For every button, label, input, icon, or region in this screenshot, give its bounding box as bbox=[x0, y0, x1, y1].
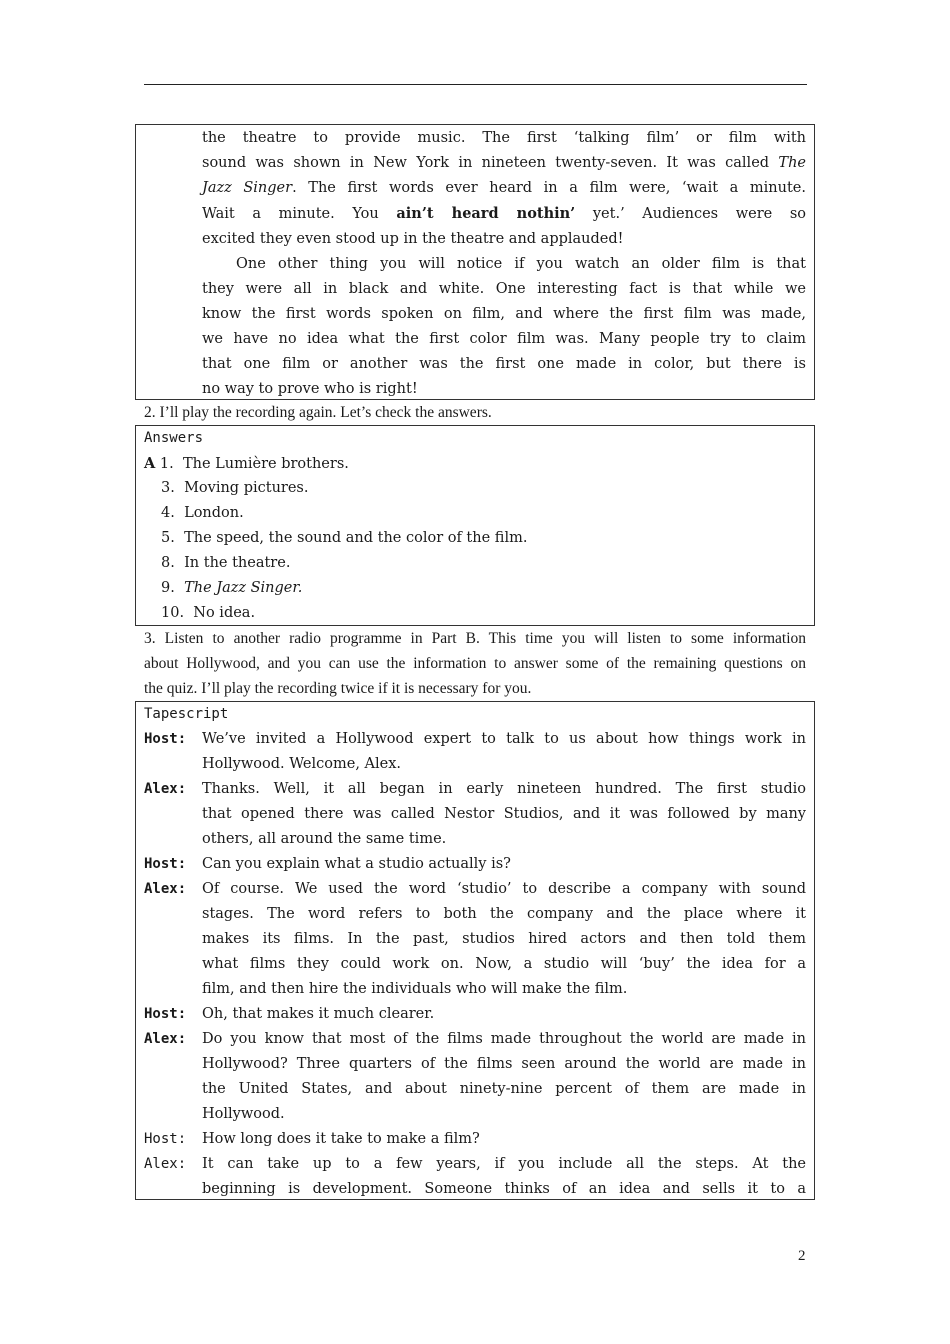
passage-line: they were all in black and white. One interesting fact is that while we bbox=[202, 281, 806, 297]
tapescript-heading: Tapescript bbox=[144, 706, 229, 722]
passage-line: One other thing you will notice if you watch an older film is that bbox=[236, 256, 806, 272]
dialogue-turn: Alex: Thanks. Well, it all began in early nineteen hundred. The first studio that opened there was called Nestor Studios, and it was followed by many others, all around the same time. bbox=[136, 777, 814, 852]
answer-item: 8. In the theatre. bbox=[161, 555, 291, 571]
dialogue-turn: Host: We’ve invited a Hollywood expert to talk to us about how things work in Hollywood. Welcome, Alex. bbox=[136, 727, 814, 777]
speaker-label: Alex: bbox=[144, 881, 187, 897]
passage-line: that one film or another was the first one made in color, but there is bbox=[202, 356, 806, 372]
answer-item: 4. London. bbox=[161, 505, 244, 521]
dialogue-turn: Alex: Do you know that most of the films made throughout the world are made in Hollywood? Three quarters of the films seen around the world are made in the United States, and about ninety-nine percent of them are made in Hollywood. bbox=[136, 1027, 814, 1127]
answer-item: 9. The Jazz Singer. bbox=[161, 580, 303, 596]
speaker-label: Alex: bbox=[144, 781, 187, 797]
header-rule bbox=[144, 84, 807, 85]
answers-box bbox=[135, 425, 815, 626]
answer-item: 3. Moving pictures. bbox=[161, 480, 309, 496]
dialogue-turn: Host: Oh, that makes it much clearer. bbox=[136, 1002, 814, 1027]
speaker-label: Host: bbox=[144, 731, 187, 747]
step-2-instruction: 2. I’ll play the recording again. Let’s check the answers. bbox=[144, 404, 492, 421]
bold-quote: ain’t heard nothin’ bbox=[396, 205, 576, 222]
passage-line: no way to prove who is right! bbox=[202, 381, 418, 397]
film-title: Jazz Singer bbox=[202, 180, 293, 196]
passage-paragraph-2 bbox=[136, 252, 814, 402]
passage-line: excited they even stood up in the theatre and applauded! bbox=[202, 231, 624, 247]
step-3-instruction: 3. Listen to another radio programme in Part B. This time you will listen to some information about Hollywood, and you can use the information to answer some of the remaining questions on the quiz. I’ll play the recording twice if it is necessary for you. bbox=[144, 630, 806, 697]
dialogue-turn: Alex: It can take up to a few years, if you include all the steps. At the beginning is development. Someone thinks of an idea and sells it to a bbox=[136, 1152, 814, 1202]
passage-box bbox=[135, 124, 815, 400]
answers-heading: Answers bbox=[144, 430, 204, 446]
answer-item: 5. The speed, the sound and the color of the film. bbox=[161, 530, 528, 546]
section-label: A bbox=[144, 455, 156, 472]
dialogue-turn: Host: Can you explain what a studio actually is? bbox=[136, 852, 814, 877]
film-title: The bbox=[778, 155, 806, 171]
tapescript-box bbox=[135, 701, 815, 1200]
passage-line: Wait a minute. You ain’t heard nothin’ yet.’ Audiences were so bbox=[202, 205, 807, 222]
passage-line: we have no idea what the first color film was. Many people try to claim bbox=[202, 331, 806, 347]
dialogue-turn: Alex: Of course. We used the word ‘studio’ to describe a company with sound stages. The word refers to both the company and the place where it makes its films. In the past, studios hired actors and then told them what films they could work on. Now, a studio will ‘buy’ the idea for a film, and then hire the individuals who will make the film. bbox=[136, 877, 814, 1002]
answer-item: 10. No idea. bbox=[161, 605, 256, 621]
passage-paragraph-1 bbox=[136, 126, 814, 252]
answer-item: A 1. The Lumière brothers. bbox=[144, 455, 349, 472]
page-number: 2 bbox=[798, 1248, 806, 1264]
passage-line: the theatre to provide music. The first ‘talking film’ or film with bbox=[202, 130, 806, 146]
speaker-label: Host: bbox=[144, 856, 187, 872]
speaker-label: Host: bbox=[144, 1006, 187, 1022]
speaker-label: Host: bbox=[144, 1131, 187, 1147]
speaker-label: Alex: bbox=[144, 1156, 187, 1172]
passage-line: sound was shown in New York in nineteen twenty-seven. It was called The bbox=[202, 155, 806, 171]
speaker-label: Alex: bbox=[144, 1031, 187, 1047]
passage-line: know the first words spoken on film, and where the first film was made, bbox=[202, 306, 806, 322]
dialogue-turn: Host: How long does it take to make a film? bbox=[136, 1127, 814, 1152]
passage-line: Jazz Singer. The first words ever heard in a film were, ‘wait a minute. bbox=[202, 180, 806, 196]
